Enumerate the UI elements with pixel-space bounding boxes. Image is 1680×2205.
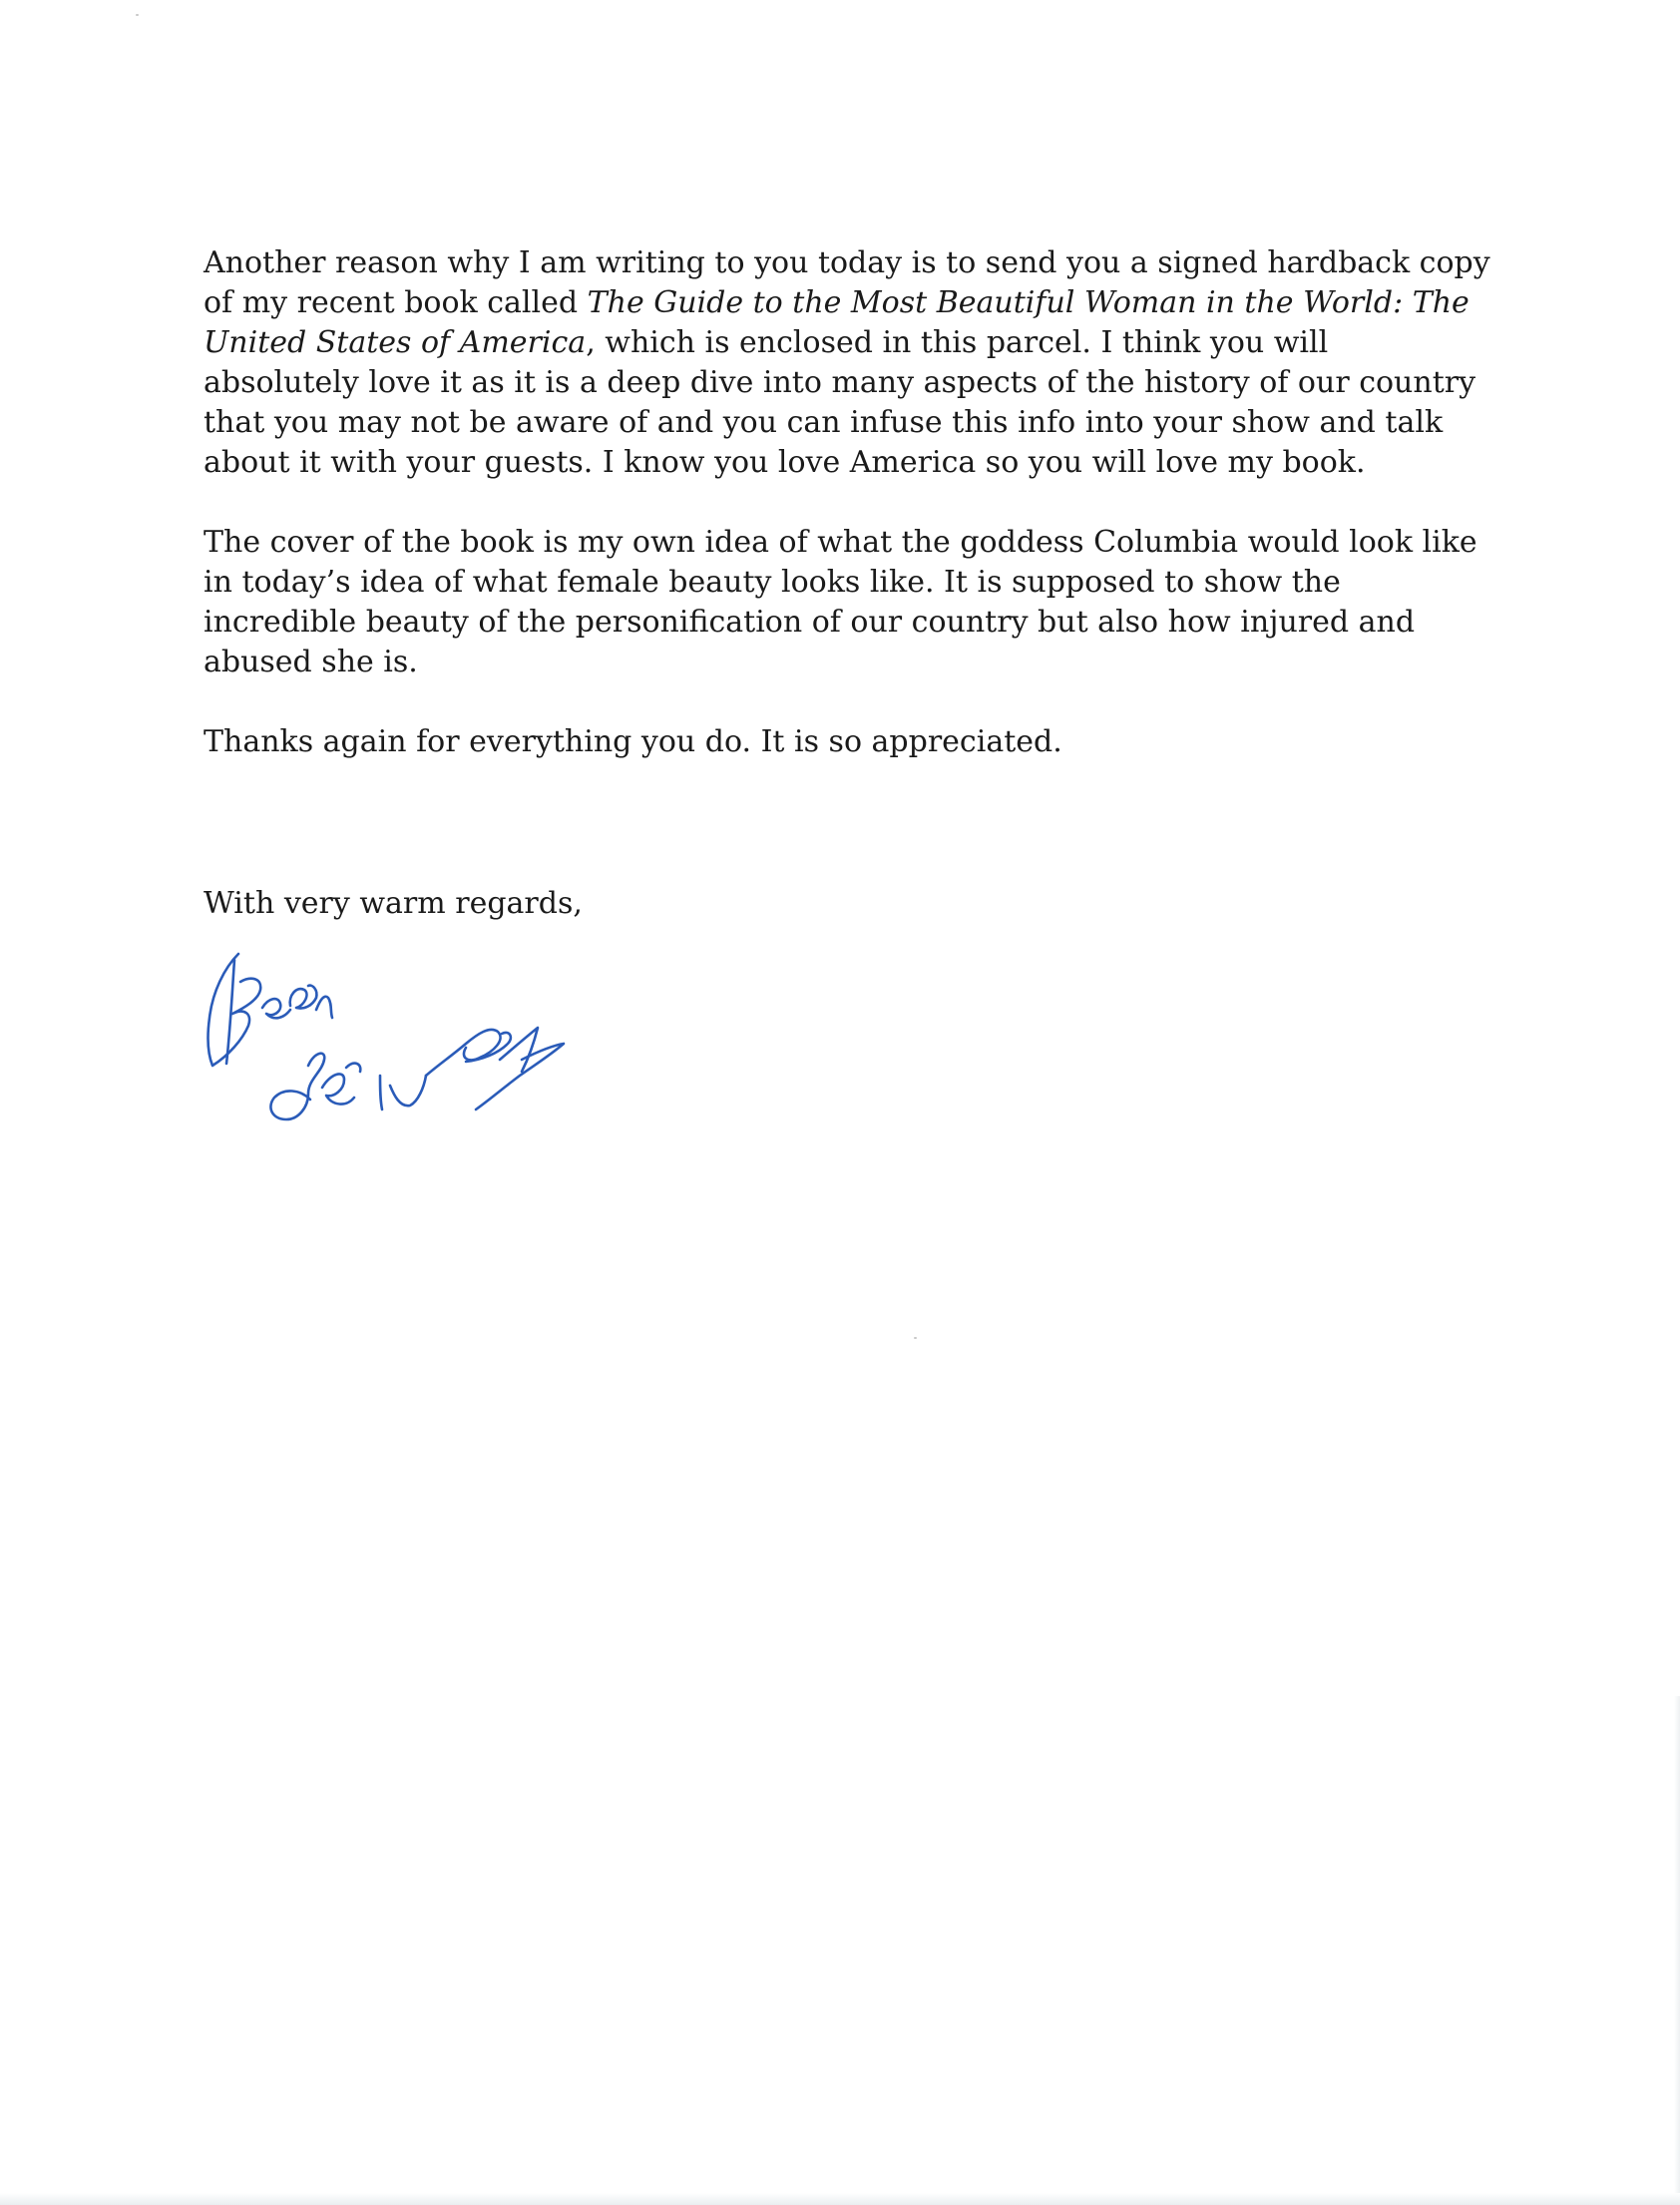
- letter-body: [204, 243, 1500, 762]
- paragraph-book-gift-tail: , which is enclosed in this parcel. I think you will absolutely love it as it is a deep dive into many aspects of the history of our country that you may not be aware of and you can infuse this info into your show and talk about it with your guests. I know you love America so you will love my book.: [204, 325, 1476, 480]
- handwritten-signature: [205, 948, 763, 1167]
- closing-salutation: With very warm regards,: [204, 886, 583, 921]
- scan-speck: [136, 14, 139, 16]
- scan-edge-bottom: [0, 2193, 1680, 2205]
- paragraph-book-gift-lead: Another reason why I am writing to you today is to send you a signed hardback copy of my recent book called: [204, 245, 1490, 320]
- paragraph-book-gift: [204, 243, 1500, 483]
- paragraph-book-cover: The cover of the book is my own idea of what the goddess Columbia would look like in today’s idea of what female beauty looks like. It is supposed to show the incredible beauty of the personification of our country but also how injured and abused she is.: [204, 525, 1477, 679]
- paragraph-thanks: Thanks again for everything you do. It is so appreciated.: [204, 724, 1062, 759]
- book-title: The Guide to the Most Beautiful Woman in the World: The United States of America: [204, 285, 1470, 360]
- scan-speck: [914, 1337, 917, 1339]
- scan-edge-right: [1674, 1696, 1680, 2205]
